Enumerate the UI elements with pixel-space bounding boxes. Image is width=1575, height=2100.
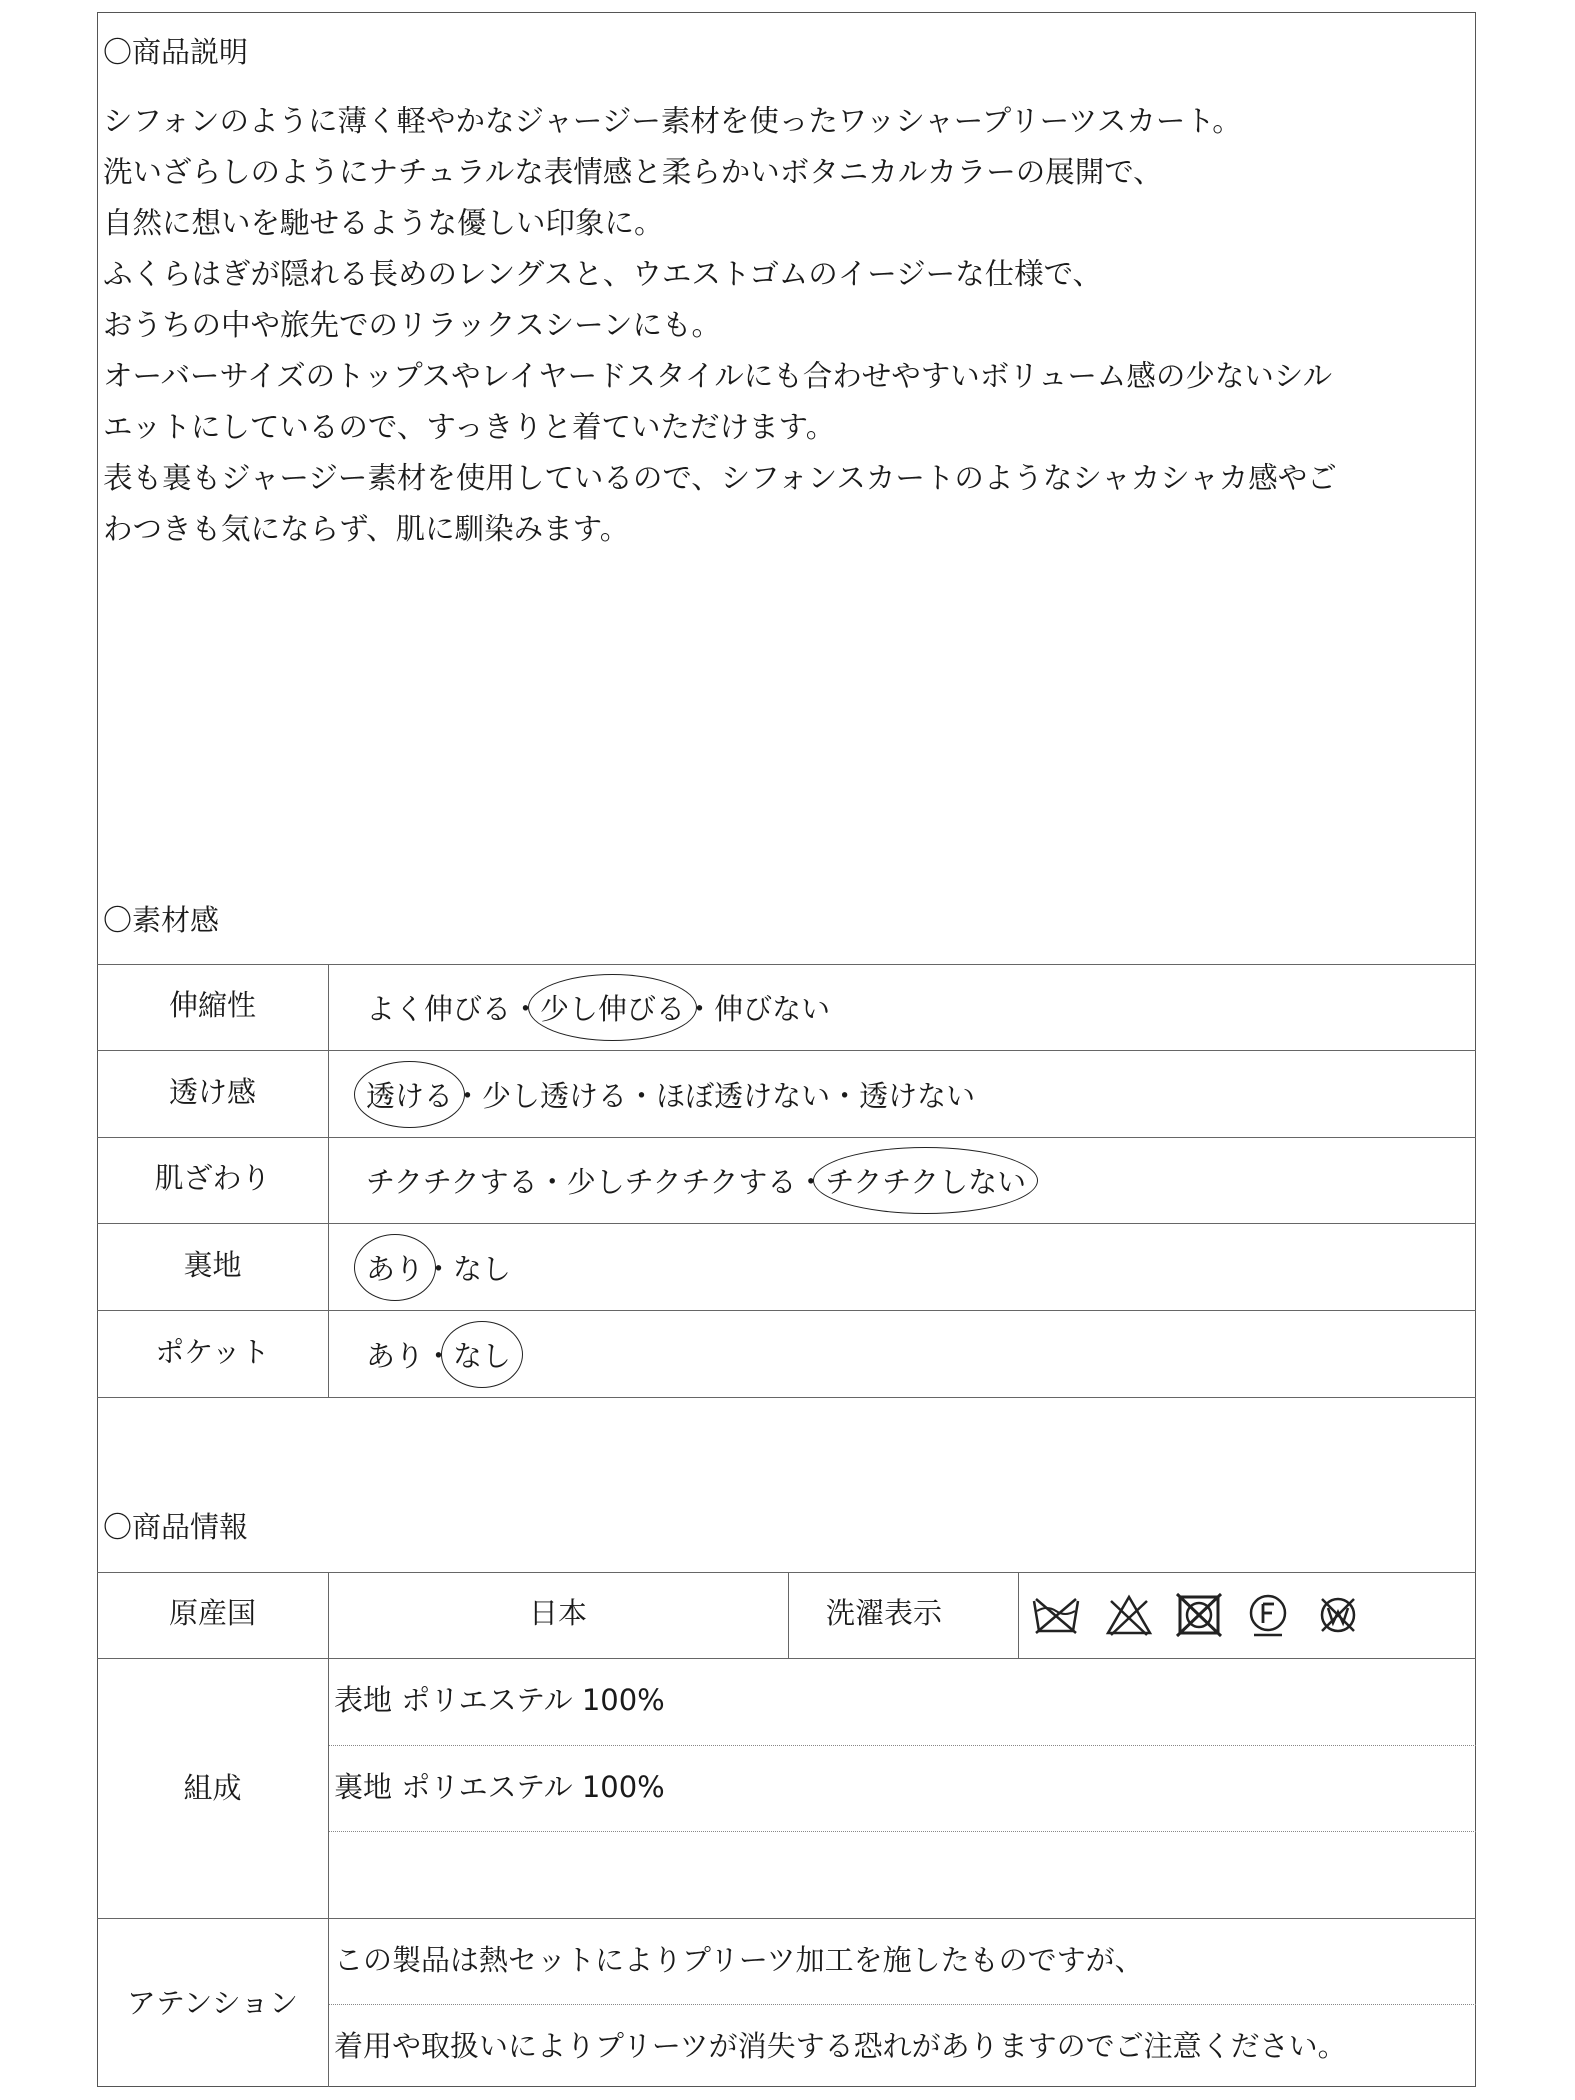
description-line: シフォンのように薄く軽やかなジャージー素材を使ったワッシャープリーツスカート。 [103, 104, 1242, 138]
info-table-top-rule [97, 1572, 1476, 1573]
description-line: エットにしているので、すっきりと着ていただけます。 [103, 410, 836, 444]
option: 少しチクチクする [566, 1165, 797, 1199]
material-label-texture: 肌ざわり [154, 1161, 271, 1195]
material-column-divider [328, 964, 329, 1397]
care-label: 洗濯表示 [826, 1596, 943, 1630]
attention-line: この製品は熱セットによりプリーツ加工を施したものですが、 [334, 1943, 1144, 1977]
composition-lining: 裏地 ポリエステル 100% [334, 1770, 665, 1804]
option-selected: 少し伸びる [540, 987, 685, 1028]
info-column-divider [328, 1572, 329, 2087]
material-options-pocket [366, 1334, 511, 1375]
option: 透けない [859, 1079, 976, 1113]
no-tumble-dry-icon [1174, 1591, 1224, 1639]
info-row-divider [97, 1658, 1476, 1659]
option-separator: ・ [685, 992, 715, 1026]
option-separator: ・ [537, 1165, 567, 1199]
composition-row-divider [328, 1745, 1476, 1746]
no-wash-icon [1030, 1591, 1082, 1639]
option-separator: ・ [424, 1339, 454, 1373]
material-row-divider [97, 1050, 1476, 1051]
option: あり [366, 1339, 425, 1373]
material-label-stretch: 伸縮性 [168, 988, 256, 1022]
option-separator: ・ [424, 1252, 454, 1286]
option: なし [453, 1252, 512, 1286]
option-selected: あり [366, 1247, 424, 1288]
option-separator: ・ [627, 1079, 657, 1113]
material-row-divider [97, 1310, 1476, 1311]
origin-value: 日本 [528, 1596, 587, 1630]
composition-outer: 表地 ポリエステル 100% [334, 1683, 665, 1717]
option: チクチクする [366, 1165, 538, 1199]
origin-label: 原産国 [168, 1596, 256, 1630]
material-row-divider [97, 1223, 1476, 1224]
material-heading: 〇素材感 [103, 903, 220, 937]
option-selected: なし [453, 1334, 511, 1375]
option-selected: チクチクしない [825, 1160, 1026, 1201]
info-heading: 〇商品情報 [103, 1510, 249, 1544]
option: 少し透ける [482, 1079, 628, 1113]
description-text [103, 96, 1463, 555]
material-label-lining: 裏地 [183, 1248, 242, 1282]
description-line: 表も裏もジャージー素材を使用しているので、シフォンスカートのようなシャカシャカ感やご [103, 461, 1337, 495]
option-selected: 透ける [366, 1074, 453, 1115]
dry-clean-f-icon [1246, 1591, 1290, 1639]
material-options-texture [366, 1160, 1026, 1201]
material-row-divider [97, 1137, 1476, 1138]
composition-row-divider [328, 1831, 1476, 1832]
info-row-divider [97, 1918, 1476, 1919]
material-options-lining [366, 1247, 511, 1288]
material-table-bottom-rule [97, 1397, 1476, 1398]
description-heading: 〇商品説明 [103, 35, 249, 69]
no-bleach-icon [1104, 1591, 1154, 1639]
no-wet-clean-icon [1316, 1591, 1360, 1639]
description-line: おうちの中や旅先でのリラックスシーンにも。 [103, 308, 722, 342]
description-line: 洗いざらしのようにナチュラルな表情感と柔らかいボタニカルカラーの展開で、 [103, 155, 1163, 189]
material-options-sheerness [366, 1074, 975, 1115]
option: よく伸びる [366, 992, 512, 1026]
option: 伸びない [714, 992, 831, 1026]
material-label-sheerness: 透け感 [168, 1075, 256, 1109]
info-column-divider [1018, 1572, 1019, 1658]
description-line: ふくらはぎが隠れる長めのレングスと、ウエストゴムのイージーな仕様で、 [103, 257, 1103, 291]
composition-label: 組成 [183, 1771, 242, 1805]
care-symbols [1030, 1591, 1360, 1639]
attention-line: 着用や取扱いによりプリーツが消失する恐れがありますのでご注意ください。 [334, 2029, 1347, 2063]
option-separator: ・ [796, 1165, 826, 1199]
option-separator: ・ [830, 1079, 860, 1113]
material-table-top-rule [97, 964, 1476, 965]
description-line: わつきも気にならず、肌に馴染みます。 [103, 512, 630, 546]
material-options-stretch [366, 987, 830, 1028]
material-label-pocket: ポケット [155, 1335, 270, 1369]
option-separator: ・ [453, 1079, 483, 1113]
description-line: オーバーサイズのトップスやレイヤードスタイルにも合わせやすいボリューム感の少ないシル [103, 359, 1333, 393]
description-line: 自然に想いを馳せるような優しい印象に。 [103, 206, 664, 240]
attention-label: アテンション [126, 1986, 299, 2020]
option-separator: ・ [511, 992, 541, 1026]
option: ほぼ透けない [656, 1079, 831, 1113]
attention-row-divider [328, 2004, 1476, 2005]
info-column-divider [788, 1572, 789, 1658]
